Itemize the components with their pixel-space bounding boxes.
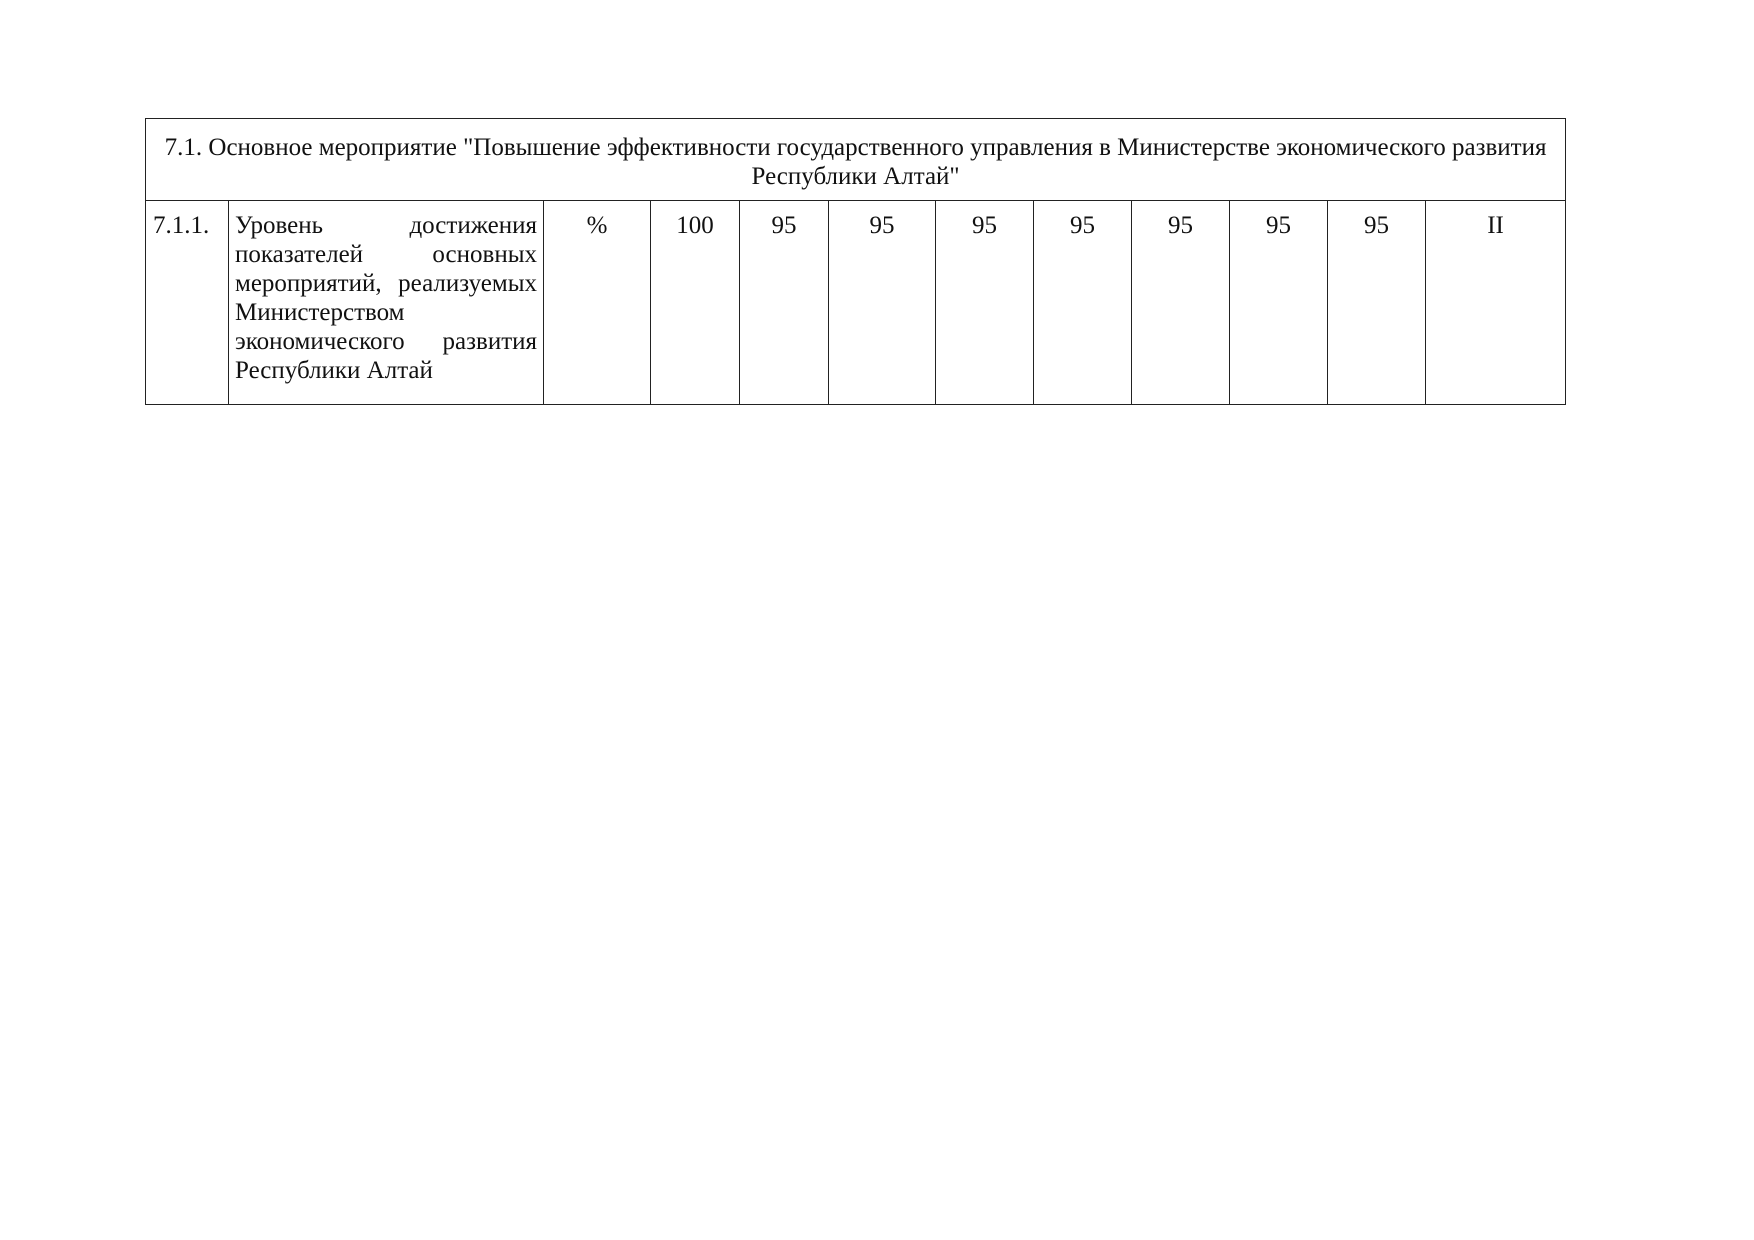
value-cell-3: 95 (829, 201, 936, 405)
indicator-name-cell (229, 201, 544, 405)
row-number: 7.1.1. (146, 201, 229, 405)
value-cell-7: 95 (1230, 201, 1328, 405)
section-title: 7.1. Основное мероприятие "Повышение эффективности государственного управления в Министерстве экономического развития Республики Алтай" (146, 119, 1566, 201)
indicator-name: Уровень достижения показателей основных мероприятий, реализуемых Министерством экономического развития Республики Алтай (235, 212, 537, 384)
table-row (146, 201, 1566, 405)
value-cell-4: 95 (936, 201, 1034, 405)
value-cell-5: 95 (1034, 201, 1132, 405)
section-header-row (146, 119, 1566, 201)
value-cell-6: 95 (1132, 201, 1230, 405)
unit-cell: % (544, 201, 651, 405)
value-cell-8: 95 (1328, 201, 1426, 405)
category-cell: II (1426, 201, 1566, 405)
value-cell-2: 95 (740, 201, 829, 405)
value-cell-1: 100 (651, 201, 740, 405)
indicators-table (145, 118, 1566, 405)
